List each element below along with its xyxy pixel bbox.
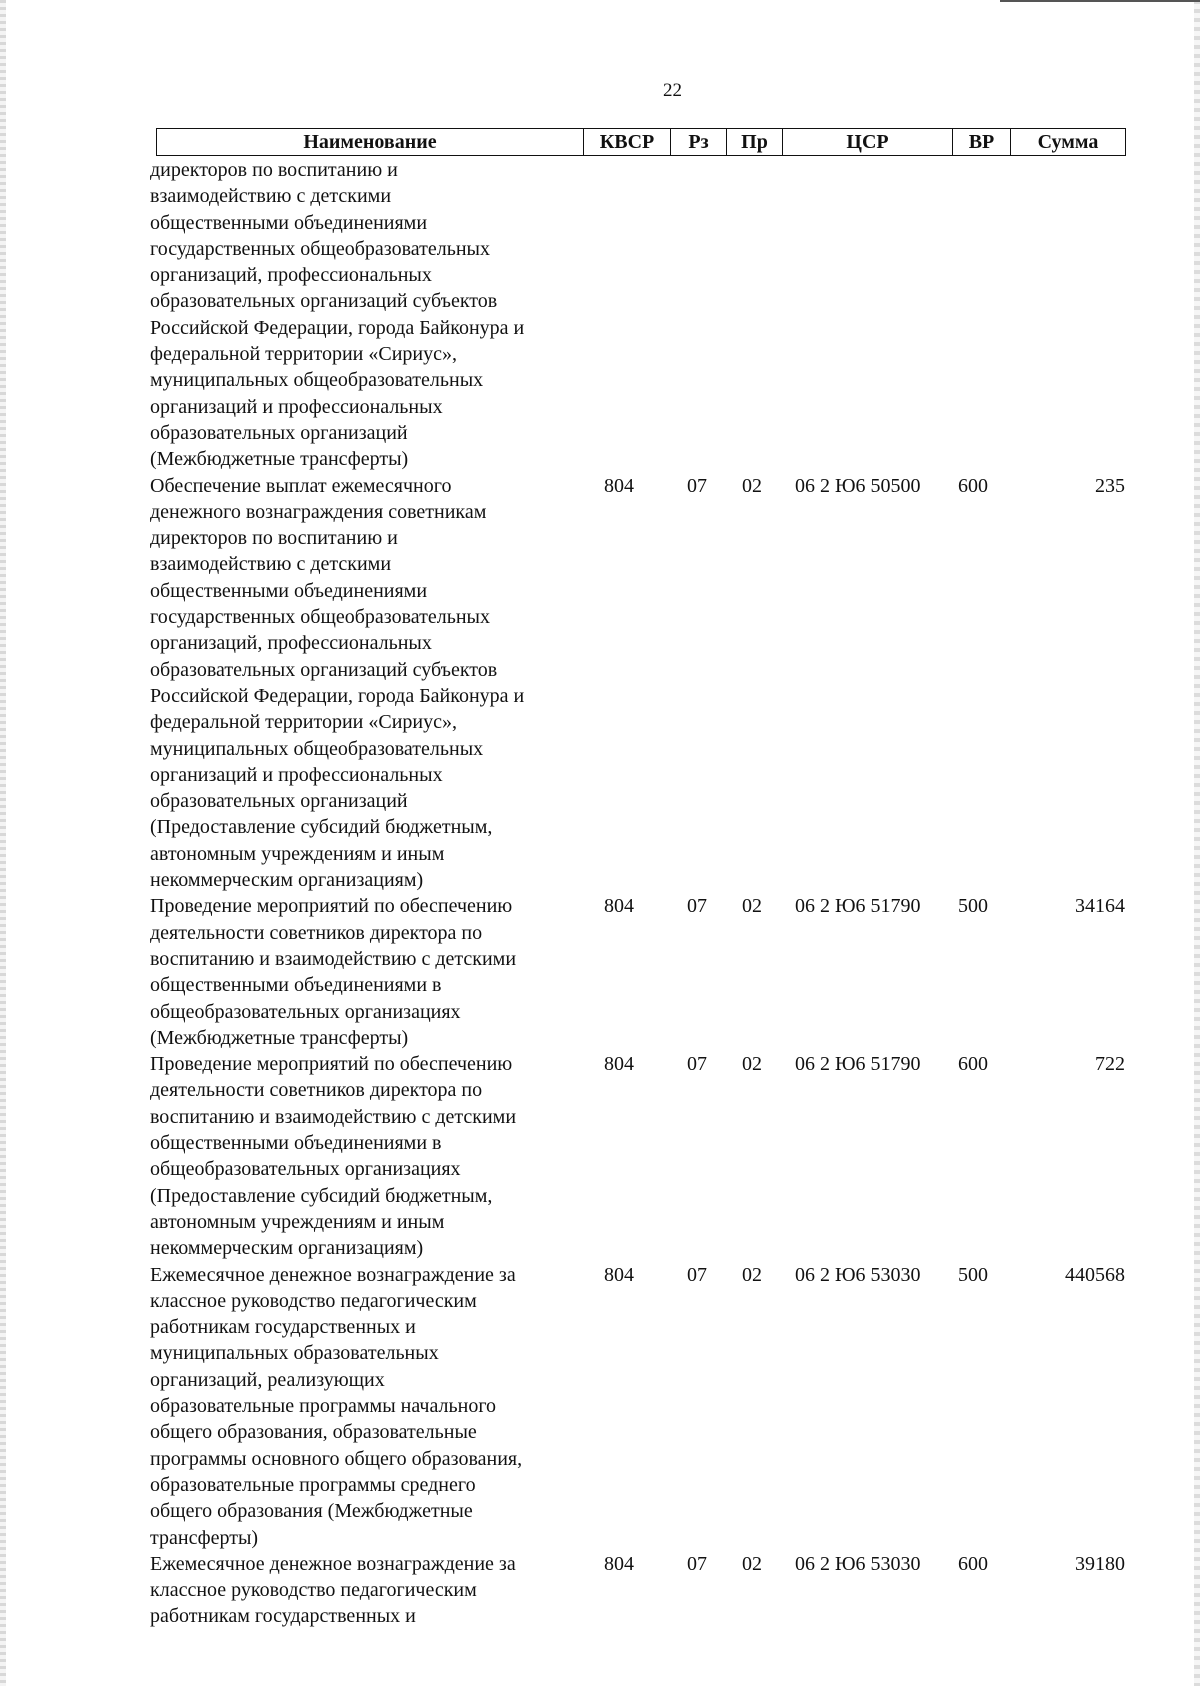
name-line: классное руководство педагогическим [150,1289,477,1312]
cell-vr: 600 [958,1552,988,1575]
cell-kvsr: 804 [604,1552,634,1575]
name-line: общественными объединениями [150,211,428,234]
name-line: организаций и профессиональных [150,395,443,418]
name-line: директоров по воспитанию и [150,159,398,181]
name-line: некоммерческим организациям) [150,869,424,892]
name-line: Обеспечение выплат ежемесячного [150,474,452,497]
scan-edge-left [0,0,6,1686]
name-line: (Межбюджетные трансферты) [150,448,409,471]
name-line: общего образования (Межбюджетные [150,1500,473,1523]
name-line: государственных общеобразовательных [150,237,490,260]
name-line: трансферты) [150,1526,259,1549]
cell-csr: 06 2 Ю6 53030 [795,1263,921,1286]
name-line: федеральной территории «Сириус», [150,343,458,366]
cell-rz: 07 [687,1552,707,1575]
cell-pr: 02 [742,1263,762,1286]
header-vr: ВР [952,128,1010,156]
scan-edge-right [1194,0,1200,1686]
name-line: федеральной территории «Сириус», [150,711,458,734]
cell-sum: 440568 [1065,1263,1125,1286]
name-line: организаций и профессиональных [150,763,443,786]
scan-top-line [1000,0,1200,2]
header-kvsr: КВСР [583,128,670,156]
name-line: взаимодействию с детскими [150,185,392,208]
cell-pr: 02 [742,895,762,918]
header-csr: ЦСР [782,128,952,156]
name-line: классное руководство педагогическим [150,1579,477,1602]
name-line: образовательных организаций субъектов [150,290,498,313]
name-line: общеобразовательных организациях [150,1158,461,1181]
header-rz: Рз [670,128,726,156]
cell-sum: 722 [1095,1053,1125,1076]
row-name [150,473,575,894]
name-line: муниципальных общеобразовательных [150,737,484,760]
name-line: воспитанию и взаимодействию с детскими [150,1105,517,1128]
header-sum: Сумма [1010,128,1126,156]
cell-vr: 500 [958,895,988,918]
name-line: муниципальных общеобразовательных [150,369,484,392]
cell-rz: 07 [687,1263,707,1286]
name-line: организаций, профессиональных [150,632,432,655]
header-name: Наименование [156,128,583,156]
name-line: образовательных организаций [150,421,408,444]
name-line: муниципальных образовательных [150,1342,439,1365]
name-line: работникам государственных и [150,1316,416,1339]
cell-vr: 600 [958,474,988,497]
name-line: деятельности советников директора по [150,921,483,944]
name-line: некоммерческим организациям) [150,1237,424,1260]
cell-kvsr: 804 [604,1053,634,1076]
cell-pr: 02 [742,474,762,497]
name-line: образовательные программы начального [150,1395,497,1418]
cell-vr: 500 [958,1263,988,1286]
name-line: общественными объединениями в [150,974,442,997]
name-line: Проведение мероприятий по обеспечению [150,895,513,918]
cell-kvsr: 804 [604,1263,634,1286]
name-line: деятельности советников директора по [150,1079,483,1102]
name-line: денежного вознаграждения советникам [150,500,487,523]
name-line: общественными объединениями [150,579,428,602]
row-name [150,1262,575,1551]
table-header [156,128,1126,156]
name-line: (Межбюджетные трансферты) [150,1026,409,1049]
name-line: образовательные программы среднего [150,1473,476,1496]
name-line: общего образования, образовательные [150,1421,477,1444]
cell-sum: 34164 [1075,895,1125,918]
cell-rz: 07 [687,474,707,497]
name-line: работникам государственных и [150,1605,416,1628]
cell-kvsr: 804 [604,895,634,918]
name-line: автономным учреждениям и иным [150,842,445,865]
name-line: программы основного общего образования, [150,1447,523,1470]
name-line: образовательных организаций субъектов [150,658,498,681]
cell-csr: 06 2 Ю6 53030 [795,1552,921,1575]
name-line: Российской Федерации, города Байконура и [150,316,525,339]
name-line: взаимодействию с детскими [150,553,392,576]
name-line: общеобразовательных организациях [150,1000,461,1023]
row-name [150,1051,575,1261]
name-line: Российской Федерации, города Байконура и [150,684,525,707]
name-line: образовательных организаций [150,790,408,813]
page-number: 22 [663,80,682,101]
name-line: Ежемесячное денежное вознаграждение за [150,1263,516,1286]
name-line: (Предоставление субсидий бюджетным, [150,1184,493,1207]
cell-rz: 07 [687,1053,707,1076]
cell-kvsr: 804 [604,474,634,497]
cell-csr: 06 2 Ю6 50500 [795,474,921,497]
row-name [150,893,575,1051]
header-pr: Пр [726,128,782,156]
cell-pr: 02 [742,1053,762,1076]
cell-csr: 06 2 Ю6 51790 [795,895,921,918]
cell-rz: 07 [687,895,707,918]
cell-sum: 235 [1095,474,1125,497]
name-line: организаций, реализующих [150,1368,385,1391]
name-line: директоров по воспитанию и [150,527,398,550]
cell-csr: 06 2 Ю6 51790 [795,1053,921,1076]
row-name [150,157,575,473]
name-line: воспитанию и взаимодействию с детскими [150,947,517,970]
name-line: автономным учреждениям и иным [150,1210,445,1233]
row-name [150,1551,575,1630]
name-line: организаций, профессиональных [150,264,432,287]
name-line: общественными объединениями в [150,1132,442,1155]
name-line: (Предоставление субсидий бюджетным, [150,816,493,839]
name-line: Проведение мероприятий по обеспечению [150,1053,513,1076]
cell-sum: 39180 [1075,1552,1125,1575]
cell-vr: 600 [958,1053,988,1076]
name-line: государственных общеобразовательных [150,606,490,629]
name-line: Ежемесячное денежное вознаграждение за [150,1552,516,1575]
cell-pr: 02 [742,1552,762,1575]
